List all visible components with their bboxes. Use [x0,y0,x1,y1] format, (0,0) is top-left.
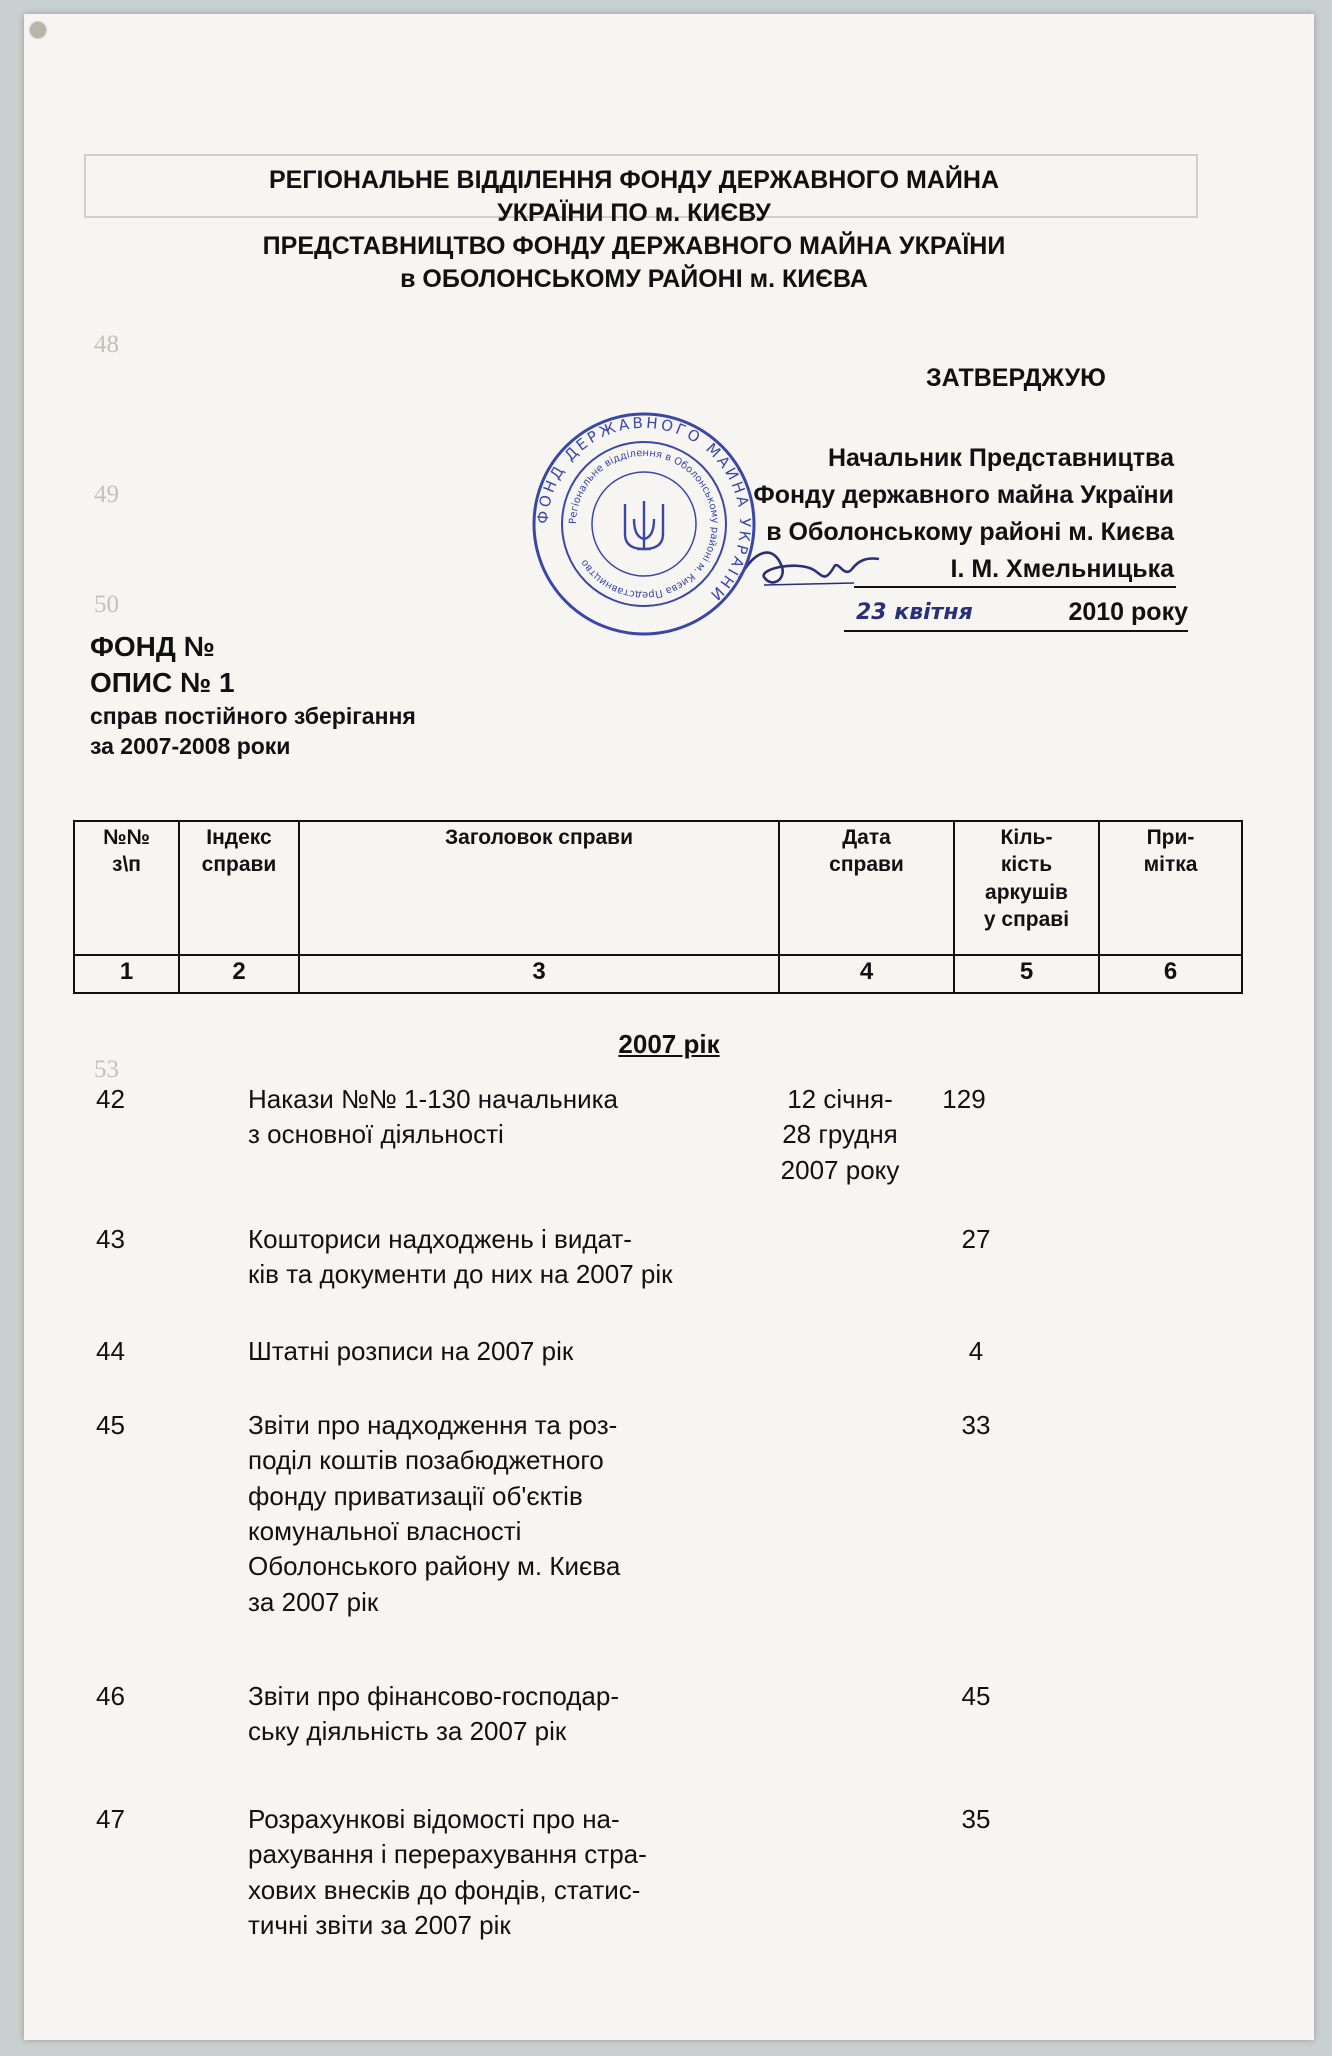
header-line: РЕГІОНАЛЬНЕ ВІДДІЛЕННЯ ФОНДУ ДЕРЖАВНОГО МАЙНА [269,166,999,194]
column-header: Дата справи [779,821,954,955]
organization-header [84,164,1184,296]
entry-number: 44 [96,1336,125,1366]
entry-sheet-count: 35 [961,1804,991,1834]
column-number: 6 [1099,955,1242,993]
approval-title: ЗАТВЕРДЖУЮ [926,364,1106,392]
column-header: Заголовок справи [299,821,779,955]
show-through-text: 48 [94,331,119,358]
entry-number: 43 [96,1224,125,1254]
show-through-text: 50 [94,591,119,618]
entry-sheet-count: 129 [942,1084,986,1114]
approval-year: 2010 року [1068,598,1188,626]
inventory-header-table [73,820,1243,994]
approval-position-line: Начальник Представництва [827,444,1174,472]
fond-subtitle: за 2007-2008 роки [90,732,291,759]
entry-title: Звіти про фінансово-господар- ську діяльність за 2007 рік [248,1681,619,1747]
header-line: УКРАЇНИ ПО м. КИЄВУ [497,199,771,227]
official-stamp-image [529,409,759,639]
entry-sheet-count: 33 [961,1410,991,1440]
fond-subtitle: справ постійного зберігання [90,702,416,729]
approval-date-line [844,598,1188,632]
opys-number: ОПИС № 1 [90,667,235,699]
approval-position-line: в Оболонському районі м. Києва [766,518,1174,546]
stamp-inner-text: Регіональне відділення в Оболонському районі м. Києва Представництво [567,447,721,601]
entry-number: 42 [96,1084,125,1114]
entry-date: 12 січня- 28 грудня 2007 року [780,1084,900,1185]
document-page [24,14,1314,2040]
fond-number: ФОНД № [90,631,215,662]
column-header: №№ з\п [74,821,179,955]
column-header: Індекс справи [179,821,299,955]
binding-hole [30,22,46,38]
column-header: При- мітка [1099,821,1242,955]
column-number: 1 [74,955,179,993]
entry-title: Звіти про надходження та роз- поділ коштів позабюджетного фонду приватизації об'єктів комунальної власності Оболонського району м. Києва за 2007 рік [248,1410,621,1617]
entry-title: Розрахункові відомості про на- рахування і перерахування стра- хових внесків до фондів, статис- тичні звіти за 2007 рік [248,1804,647,1941]
approval-date-handwritten: 23 квітня [856,600,973,625]
column-number: 4 [779,955,954,993]
column-header: Кіль- кість аркушів у справі [954,821,1099,955]
show-through-text: 49 [94,481,119,508]
approval-name: І. М. Хмельницька [950,555,1174,583]
stamp-outer-text: ФОНД ДЕРЖАВНОГО МАЙНА УКРАЇНИ [533,413,755,606]
column-number: 3 [299,955,779,993]
entry-number: 47 [96,1804,125,1834]
table-header-row [74,821,1242,955]
header-line: в ОБОЛОНСЬКОМУ РАЙОНІ м. КИЄВА [400,265,868,293]
entry-number: 45 [96,1410,125,1440]
header-line: ПРЕДСТАВНИЦТВО ФОНДУ ДЕРЖАВНОГО МАЙНА УКРАЇНИ [262,232,1006,260]
approval-name-underline [854,586,1176,588]
entry-title: Накази №№ 1-130 начальника з основної діяльності [248,1084,619,1150]
table-number-row [74,955,1242,993]
column-number: 5 [954,955,1099,993]
entry-title: Штатні розписи на 2007 рік [248,1336,574,1366]
entry-sheet-count: 27 [961,1224,991,1254]
entry-sheet-count: 45 [961,1681,991,1711]
fond-description [90,629,416,762]
entry-number: 46 [96,1681,125,1711]
year-heading: 2007 рік [618,1029,720,1059]
entry-title: Кошториси надходжень і видат- ків та документи до них на 2007 рік [248,1224,673,1290]
column-number: 2 [179,955,299,993]
entry-sheet-count: 4 [968,1336,984,1366]
approval-position-line: Фонду державного майна України [753,481,1174,509]
show-through-text: 53 [94,1056,119,1083]
